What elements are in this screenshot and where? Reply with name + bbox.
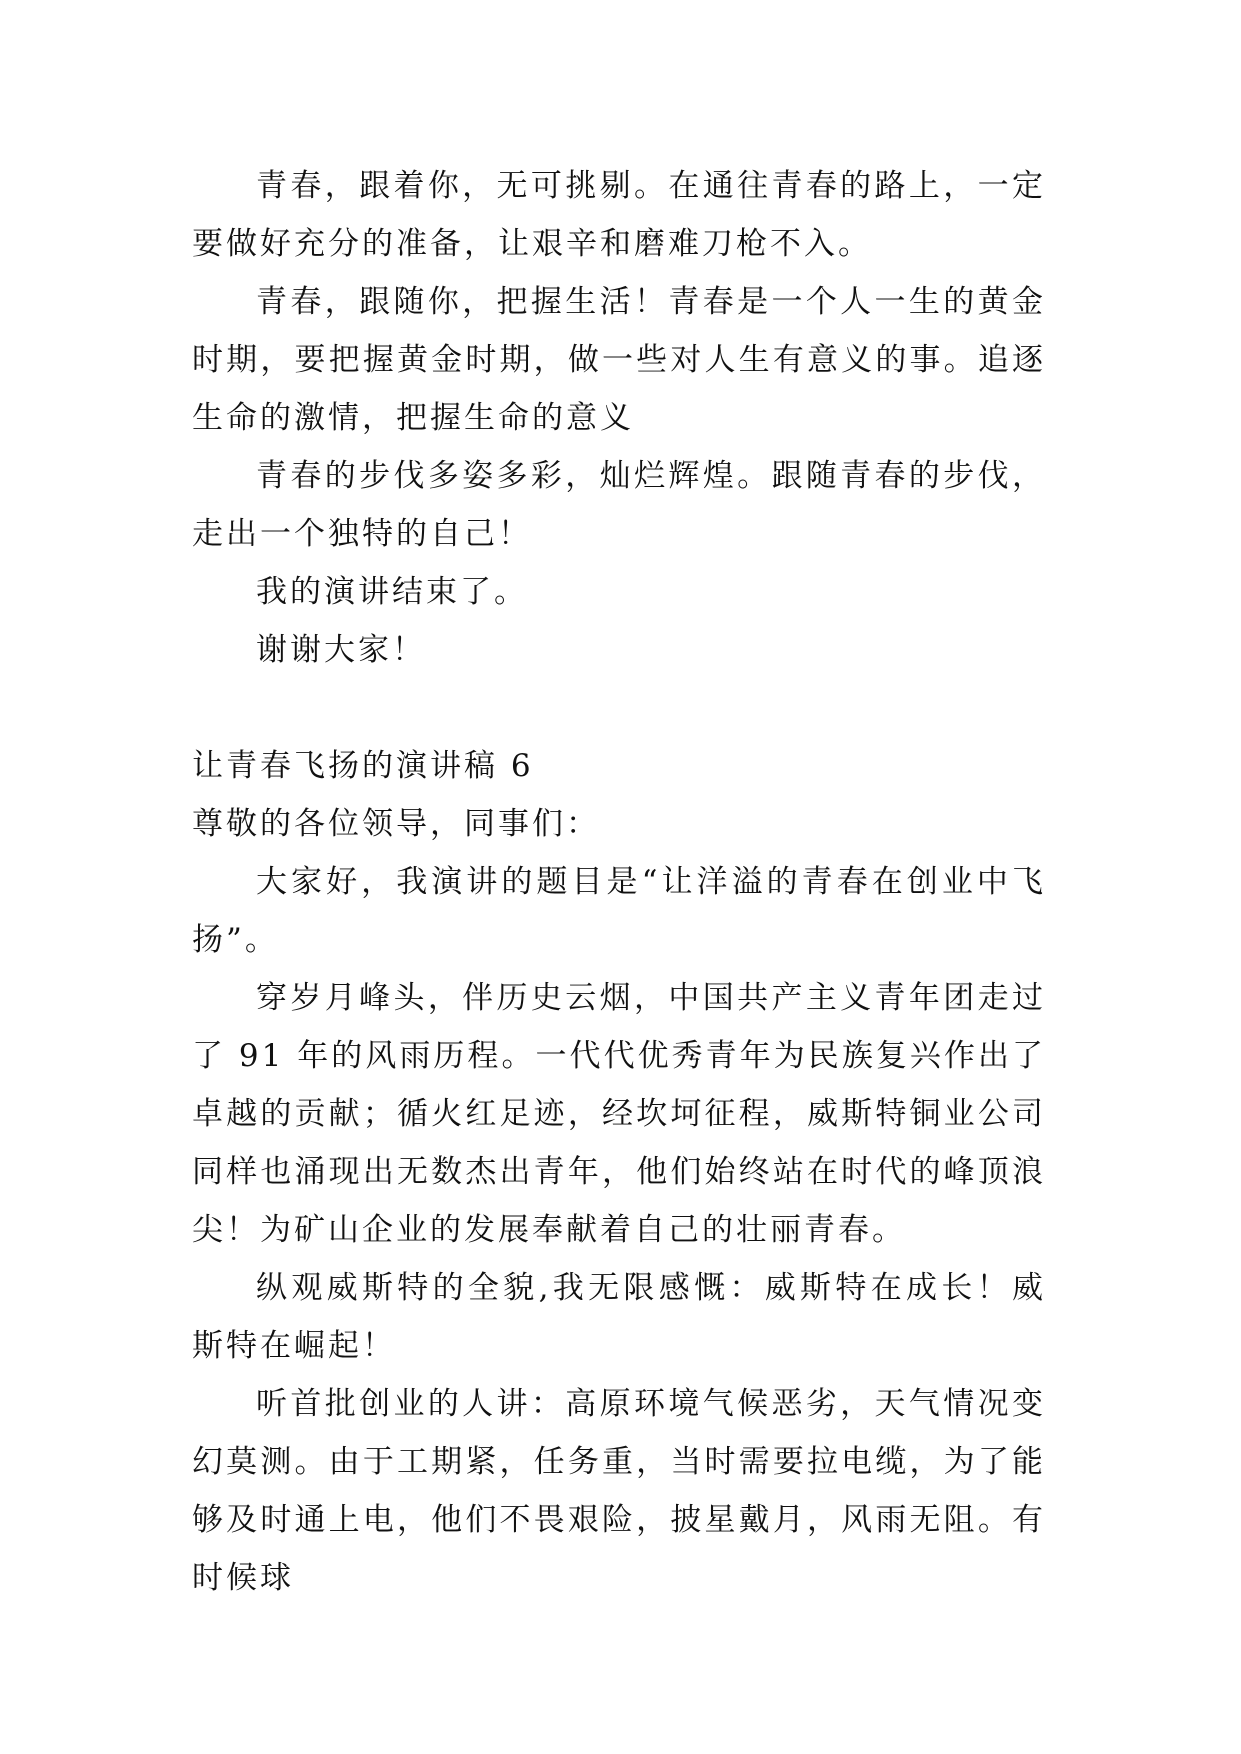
paragraph: 纵观威斯特的全貌,我无限感慨：威斯特在成长！威斯特在崛起！ bbox=[192, 1270, 1046, 1364]
paragraph: 青春，跟着你，无可挑剔。在通往青春的路上，一定要做好充分的准备，让艰辛和磨难刀枪不入。 bbox=[192, 168, 1046, 262]
paragraph: 大家好，我演讲的题目是“让洋溢的青春在创业中飞扬”。 bbox=[192, 864, 1046, 958]
document-body bbox=[192, 157, 1046, 1607]
paragraph: 听首批创业的人讲：高原环境气候恶劣，天气情况变幻莫测。由于工期紧，任务重，当时需要拉电缆，为了能够及时通上电，他们不畏艰险，披星戴月，风雨无阻。有时候球 bbox=[192, 1386, 1046, 1596]
paragraph: 青春的步伐多姿多彩，灿烂辉煌。跟随青春的步伐，走出一个独特的自己！ bbox=[192, 458, 1046, 552]
section-title: 让青春飞扬的演讲稿 6 bbox=[192, 748, 534, 784]
section-spacer bbox=[192, 679, 1046, 737]
salutation: 尊敬的各位领导，同事们： bbox=[192, 806, 600, 842]
paragraph: 穿岁月峰头，伴历史云烟，中国共产主义青年团走过了 91 年的风雨历程。一代代优秀青年为民族复兴作出了卓越的贡献；循火红足迹，经坎坷征程，威斯特铜业公司同样也涌现出无数杰出青年，他们始终站在时代的峰顶浪尖！为矿山企业的发展奉献着自己的壮丽青春。 bbox=[192, 980, 1046, 1248]
paragraph: 青春，跟随你，把握生活！青春是一个人一生的黄金时期，要把握黄金时期，做一些对人生有意义的事。追逐生命的激情，把握生命的意义 bbox=[192, 284, 1046, 436]
paragraph: 我的演讲结束了。 bbox=[256, 574, 528, 610]
paragraph: 谢谢大家！ bbox=[256, 632, 426, 668]
